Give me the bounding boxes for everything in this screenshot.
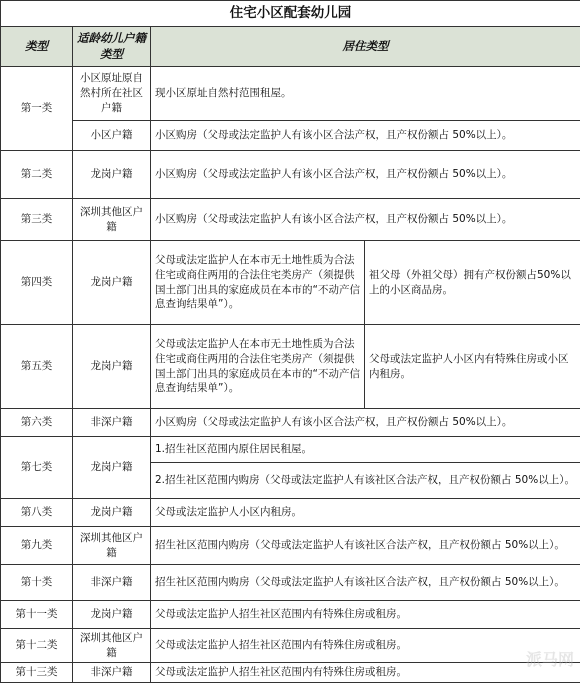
hukou-cell: 非深户籍 <box>73 565 151 601</box>
watermark: 派马网 <box>526 647 574 670</box>
table-row <box>1 565 580 601</box>
table-row <box>1 67 580 121</box>
residence-cell: 父母或法定监护人招生社区范围内有特殊住房或租房。 <box>151 601 580 629</box>
category-cell: 第十二类 <box>1 629 73 663</box>
hukou-cell: 小区户籍 <box>73 121 151 151</box>
residence-cell-right: 父母或法定监护人小区内有特殊住房或小区内租房。 <box>365 325 580 409</box>
category-cell: 第七类 <box>1 437 73 499</box>
table-row <box>1 409 580 437</box>
category-cell: 第九类 <box>1 527 73 565</box>
table-row <box>1 325 580 409</box>
residence-cell: 父母或法定监护人招生社区范围内有特殊住房或租房。 <box>151 663 580 683</box>
category-cell: 第六类 <box>1 409 73 437</box>
table-row <box>1 601 580 629</box>
header-category: 类型 <box>1 27 73 67</box>
hukou-cell: 龙岗户籍 <box>73 241 151 325</box>
category-cell: 第八类 <box>1 499 73 527</box>
hukou-cell: 龙岗户籍 <box>73 601 151 629</box>
residence-cell: 小区购房（父母或法定监护人有该小区合法产权，且产权份额占 50%以上）。 <box>151 199 580 241</box>
header-hukou: 适龄幼儿户籍类型 <box>73 27 151 67</box>
hukou-cell: 深圳其他区户籍 <box>73 527 151 565</box>
residence-cell: 2.招生社区范围内购房（父母或法定监护人有该社区合法产权，且产权份额占 50%以上）。 <box>151 463 580 499</box>
table-row <box>1 527 580 565</box>
category-cell: 第二类 <box>1 151 73 199</box>
residence-cell: 1.招生社区范围内原住居民租屋。 <box>151 437 580 463</box>
category-cell: 第十三类 <box>1 663 73 683</box>
table-row <box>1 629 580 663</box>
table-row <box>1 121 580 151</box>
hukou-cell: 龙岗户籍 <box>73 499 151 527</box>
category-cell: 第五类 <box>1 325 73 409</box>
table-row <box>1 199 580 241</box>
category-cell: 第三类 <box>1 199 73 241</box>
category-cell: 第四类 <box>1 241 73 325</box>
table-title: 住宅小区配套幼儿园 <box>1 1 580 27</box>
hukou-cell: 龙岗户籍 <box>73 437 151 499</box>
residence-cell: 父母或法定监护人小区内租房。 <box>151 499 580 527</box>
table-row <box>1 437 580 463</box>
hukou-cell: 非深户籍 <box>73 663 151 683</box>
residence-cell-right: 祖父母（外祖父母）拥有产权份额占50%以上的小区商品房。 <box>365 241 580 325</box>
category-cell: 第十一类 <box>1 601 73 629</box>
hukou-cell: 龙岗户籍 <box>73 151 151 199</box>
hukou-cell: 深圳其他区户籍 <box>73 629 151 663</box>
residence-cell-left: 父母或法定监护人在本市无土地性质为合法住宅或商住两用的合法住宅类房产（须提供国土部门出具的家庭成员在本市的“不动产信息查询结果单”）。 <box>151 325 365 409</box>
table-header-row <box>1 27 580 67</box>
residence-cell: 小区购房（父母或法定监护人有该小区合法产权，且产权份额占 50%以上）。 <box>151 151 580 199</box>
residence-cell: 父母或法定监护人招生社区范围内有特殊住房或租房。 <box>151 629 580 663</box>
table-row <box>1 663 580 683</box>
table-row <box>1 241 580 325</box>
hukou-cell: 龙岗户籍 <box>73 325 151 409</box>
residence-cell: 小区购房（父母或法定监护人有该小区合法产权，且产权份额占 50%以上）。 <box>151 409 580 437</box>
residence-cell: 招生社区范围内购房（父母或法定监护人有该社区合法产权，且产权份额占 50%以上）。 <box>151 565 580 601</box>
residence-cell-left: 父母或法定监护人在本市无土地性质为合法住宅或商住两用的合法住宅类房产（须提供国土部门出具的家庭成员在本市的“不动产信息查询结果单”）。 <box>151 241 365 325</box>
category-cell: 第十类 <box>1 565 73 601</box>
table-row <box>1 151 580 199</box>
category-cell: 第一类 <box>1 67 73 151</box>
table-title-row <box>1 1 580 27</box>
residence-cell: 招生社区范围内购房（父母或法定监护人有该社区合法产权，且产权份额占 50%以上）。 <box>151 527 580 565</box>
hukou-cell: 小区原址原自然村所在社区户籍 <box>73 67 151 121</box>
residence-cell: 小区购房（父母或法定监护人有该小区合法产权，且产权份额占 50%以上）。 <box>151 121 580 151</box>
hukou-cell: 深圳其他区户籍 <box>73 199 151 241</box>
residence-cell: 现小区原址自然村范围租屋。 <box>151 67 580 121</box>
table-row <box>1 499 580 527</box>
hukou-cell: 非深户籍 <box>73 409 151 437</box>
header-residence: 居住类型 <box>151 27 580 67</box>
